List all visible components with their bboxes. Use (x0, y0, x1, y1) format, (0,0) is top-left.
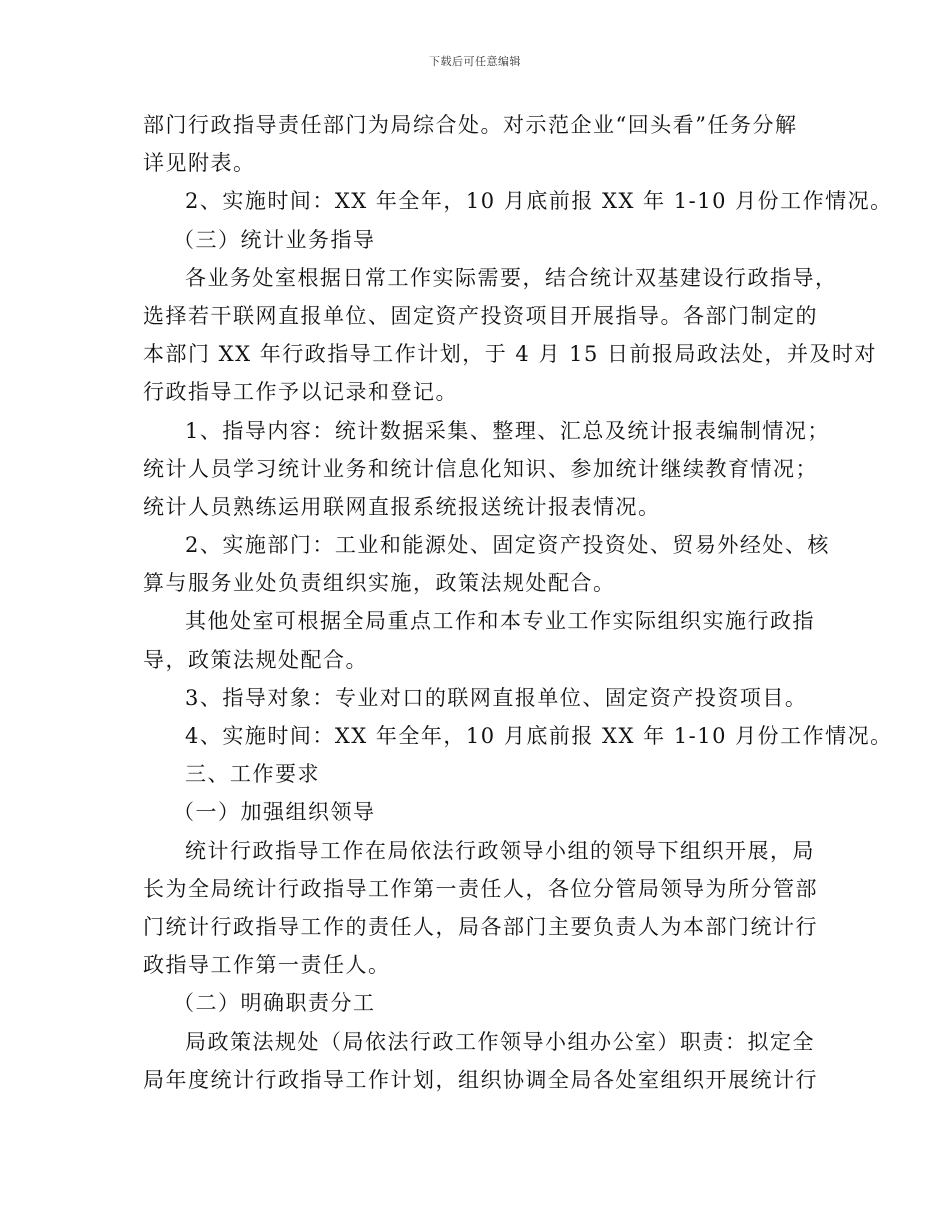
text-line: 政指导工作第一责任人。 (143, 953, 391, 978)
text-line: 局年度统计行政指导工作计划，组织协调全局各处室组织开展统计行 (143, 1067, 818, 1092)
text-line: 本部门 XX 年行政指导工作计划，于 4 月 15 日前报局政法处，并及时对 (143, 342, 878, 367)
text-line: 其他处室可根据全局重点工作和本专业工作实际组织实施行政指 (185, 609, 815, 634)
text-line: 各业务处室根据日常工作实际需要，结合统计双基建设行政指导， (185, 265, 838, 290)
text-line: 三、工作要求 (185, 762, 320, 787)
document-body (143, 106, 893, 1099)
text-line: 导，政策法规处配合。 (143, 647, 368, 672)
text-line: （一）加强组织领导 (173, 800, 376, 825)
text-line: 3、指导对象：专业对口的联网直报单位、固定资产投资项目。 (185, 685, 808, 710)
text-line: 2、实施部门：工业和能源处、固定资产投资处、贸易外经处、核 (185, 533, 830, 558)
text-line: 选择若干联网直报单位、固定资产投资项目开展指导。各部门制定的 (143, 303, 818, 328)
page-header: 下载后可任意编辑 (429, 55, 521, 68)
text-line: 算与服务业处负责组织实施，政策法规处配合。 (143, 571, 616, 596)
text-line: 部门行政指导责任部门为局综合处。对示范企业“回头看”任务分解 (143, 113, 798, 137)
text-line: 长为全局统计行政指导工作第一责任人，各位分管局领导为所分管部 (143, 876, 818, 901)
text-line: （三）统计业务指导 (173, 227, 376, 252)
text-line: 详见附表。 (143, 151, 256, 176)
text-line: 行政指导工作予以记录和登记。 (143, 380, 458, 405)
text-line: 局政策法规处（局依法行政工作领导小组办公室）职责：拟定全 (185, 1029, 815, 1054)
text-line: 4、实施时间：XX 年全年，10 月底前报 XX 年 1-10 月份工作情况。 (185, 724, 893, 748)
text-line: 统计人员熟练运用联网直报系统报送统计报表情况。 (143, 494, 661, 519)
text-line: 门统计行政指导工作的责任人，局各部门主要负责人为本部门统计行 (143, 914, 818, 939)
text-line: 统计人员学习统计业务和统计信息化知识、参加统计继续教育情况； (143, 456, 818, 481)
text-line: 1、指导内容：统计数据采集、整理、汇总及统计报表编制情况； (185, 418, 830, 443)
text-line: 统计行政指导工作在局依法行政领导小组的领导下组织开展，局 (185, 838, 815, 863)
text-line: 2、实施时间：XX 年全年，10 月底前报 XX 年 1-10 月份工作情况。 (185, 189, 893, 214)
text-line: （二）明确职责分工 (173, 991, 376, 1016)
